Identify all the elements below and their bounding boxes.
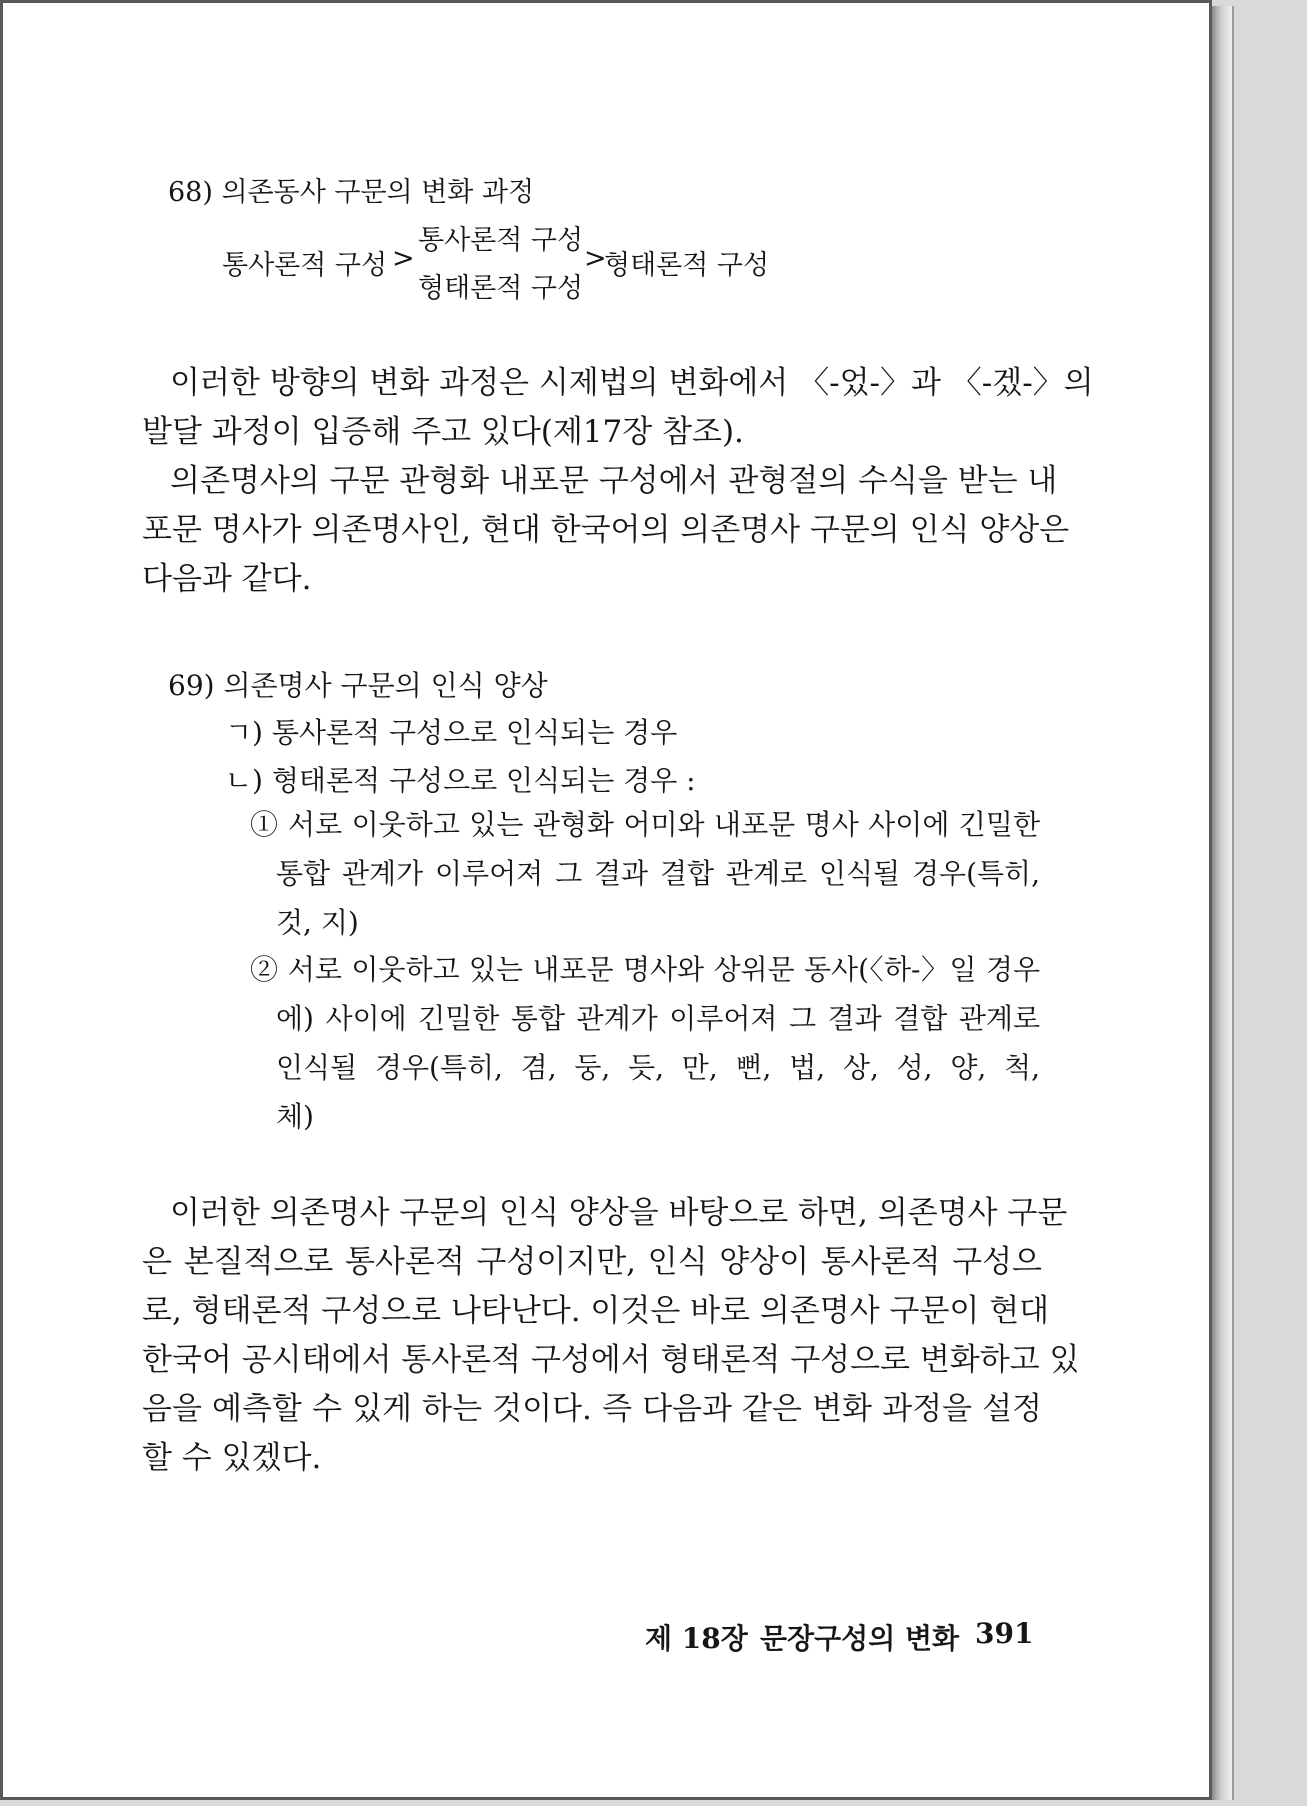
paragraph-line: 발달 과정이 입증해 주고 있다(제17장 참조). [142,414,744,450]
page-edge-shadow [1212,6,1234,1800]
sub-item-line: 통합 관계가 이루어져 그 결과 결합 관계로 인식될 경우(특히, [276,857,1040,890]
footer-chapter: 제 18장 [645,1622,748,1655]
diagram-lower-label: 형태론적 구성 [418,273,584,304]
sub-item-line: 에) 사이에 긴밀한 통합 관계가 이루어져 그 결과 결합 관계로 [276,1002,1040,1035]
change-process-diagram [222,208,822,318]
diagram-right-label: 형태론적 구성 [604,250,770,281]
paragraph-line: 음을 예측할 수 있게 하는 것이다. 즉 다음과 같은 변화 과정을 설정 [142,1391,1042,1427]
diagram-gt-2: > [584,243,607,274]
paragraph-1 [142,359,1094,457]
paragraph-line: 다음과 같다. [142,561,312,597]
example-69-sub-1 [250,800,1040,947]
diagram-left-label: 통사론적 구성 [222,250,388,281]
paragraph-3 [142,1189,1080,1483]
sub-item-line: 체) [276,1100,314,1133]
paragraph-line: 은 본질적으로 통사론적 구성이지만, 인식 양상이 통사론적 구성으 [142,1244,1042,1280]
paragraph-line: 로, 형태론적 구성으로 나타난다. 이것은 바로 의존명사 구문이 현대 [142,1293,1050,1329]
page-number: 391 [975,1617,1034,1650]
diagram-gt-1: > [392,243,415,274]
sub-item-line: 인식될 경우(특히, 겸, 둥, 듯, 만, 뻔, 법, 상, 성, 양, 척, [276,1051,1040,1084]
example-69-heading: 69) 의존명사 구문의 인식 양상 [168,669,548,702]
paragraph-line: 이러한 의존명사 구문의 인식 양상을 바탕으로 하면, 의존명사 구문 [170,1195,1068,1231]
example-68-heading: 68) 의존동사 구문의 변화 과정 [168,177,535,208]
example-69-item-b: ㄴ) 형태론적 구성으로 인식되는 경우 : [225,764,696,797]
example-69-item-a: ㄱ) 통사론적 구성으로 인식되는 경우 [225,716,678,749]
paragraph-2 [142,457,1070,604]
paragraph-line: 한국어 공시태에서 통사론적 구성에서 형태론적 구성으로 변화하고 있 [142,1342,1080,1378]
sub-item-line: ① 서로 이웃하고 있는 관형화 어미와 내포문 명사 사이에 긴밀한 [250,808,1040,841]
paragraph-line: 의존명사의 구문 관형화 내포문 구성에서 관형절의 수식을 받는 내 [170,463,1058,499]
paragraph-line: 할 수 있겠다. [142,1440,322,1476]
sub-item-line: 것, 지) [276,906,359,939]
example-69-sub-2 [250,945,1040,1141]
paragraph-line: 포문 명사가 의존명사인, 현대 한국어의 의존명사 구문의 인식 양상은 [142,512,1070,548]
diagram-upper-label: 통사론적 구성 [418,225,584,256]
sub-item-line: ② 서로 이웃하고 있는 내포문 명사와 상위문 동사(〈하-〉일 경우 [250,953,1040,986]
footer-chapter-title: 문장구성의 변화 [760,1622,960,1655]
paragraph-line: 이러한 방향의 변화 과정은 시제법의 변화에서 〈-었-〉과 〈-겠-〉의 [170,365,1094,401]
